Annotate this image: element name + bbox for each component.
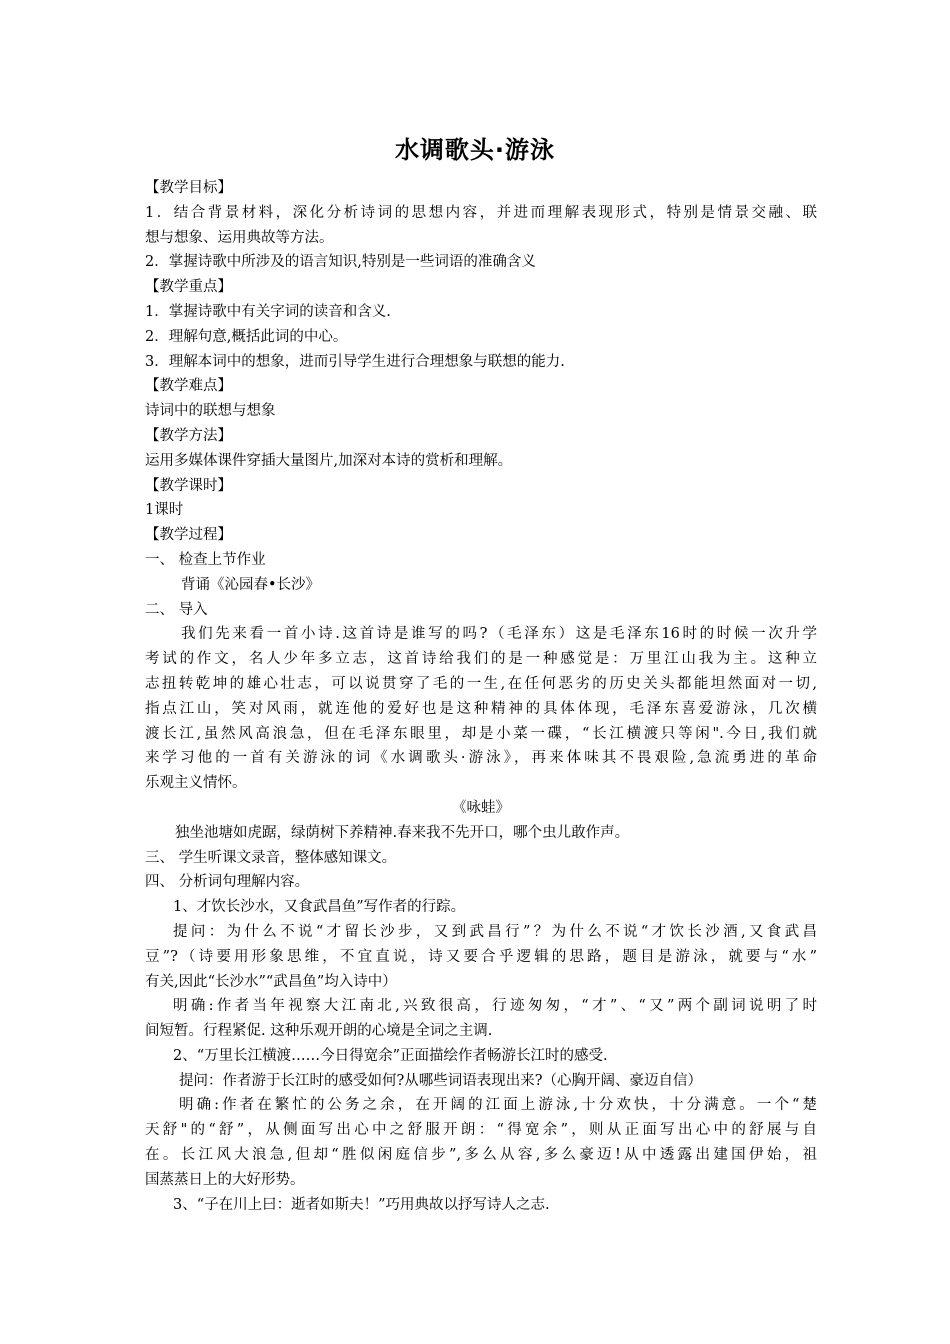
paragraph-line: 运用多媒体课件穿插大量图片,加深对本诗的赏析和理解。 (145, 452, 513, 469)
paragraph-line: 来学习他的一首有关游泳的词《水调歌头·游泳》，再来体味其不畏艰险,急流勇进的革命 (145, 750, 817, 767)
paragraph-line: 明确:作者在繁忙的公务之余，在开阔的江面上游泳,十分欢快，十分满意。一个“楚 (179, 1097, 817, 1114)
step-heading: 二、 导入 (145, 601, 208, 618)
paragraph-line: 我们先来看一首小诗.这首诗是谁写的吗?（毛泽东）这是毛泽东16时的时候一次升学 (181, 626, 817, 643)
paragraph-line: 2、“万里长江横渡……今日得宽余”正面描绘作者畅游长江时的感受. (173, 1047, 608, 1064)
paragraph-line: 间短暂。行程紧促. 这种乐观开朗的心境是全词之主调. (145, 1023, 493, 1040)
paragraph-line: 有关,因此“长沙水”“武昌鱼”均入诗中） (145, 973, 397, 990)
paragraph-line: 明确:作者当年视察大江南北,兴致很高，行迹匆匆，“才”、“又”两个副词说明了时 (173, 998, 817, 1015)
paragraph-line: 1．结合背景材料，深化分析诗词的思想内容，并进而理解表现形式，特别是情景交融、联 (145, 204, 817, 221)
paragraph-line: 2．理解句意,概括此词的中心。 (145, 328, 348, 345)
paragraph-line: 国蒸蒸日上的大好形势。 (145, 1171, 305, 1188)
paragraph-line: 指点江山，笑对风雨，就连他的爱好也是这种精神的具体体现，毛泽东喜爱游泳，几次横 (145, 700, 817, 717)
paragraph-line: 1课时 (145, 502, 184, 519)
step-heading: 四、 分析词句理解内容。 (145, 874, 310, 891)
section-heading-methods: 【教学方法】 (145, 427, 232, 444)
paragraph-line: 志扭转乾坤的雄心壮志，可以说贯穿了毛的一生,在任何恶劣的历史关头都能坦然面对一切, (145, 675, 817, 692)
paragraph-line: 1、才饮长沙水，又食武昌鱼”写作者的行踪。 (173, 899, 466, 916)
paragraph-line: 天舒"的“舒”，从侧面写出心中之舒服开朗：“得宽余”，则从正面写出心中的舒展与自 (145, 1122, 817, 1139)
poem-title: 《咏蛙》 (452, 799, 510, 816)
paragraph-line: 想与想象、运用典故等方法。 (145, 229, 334, 246)
section-heading-difficulties: 【教学难点】 (145, 378, 232, 395)
paragraph-line: 3、“子在川上曰：逝者如斯夫！”巧用典故以抒写诗人之志. (173, 1196, 550, 1213)
section-heading-hours: 【教学课时】 (145, 477, 232, 494)
paragraph-line: 考试的作文，名人少年多立志，这首诗给我们的是一种感觉是：万里江山我为主。这种立 (145, 651, 817, 668)
paragraph-line: 乐观主义情怀。 (145, 775, 247, 792)
document-body (145, 176, 817, 1217)
paragraph-line: 背诵《沁园春•长沙》 (181, 576, 321, 593)
paragraph-line: 诗词中的联想与想象 (145, 403, 276, 420)
paragraph-line: 1．掌握诗歌中有关字词的读音和含义. (145, 303, 391, 320)
section-heading-objectives: 【教学目标】 (145, 180, 232, 196)
paragraph-line: 提问：作者游于长江时的感受如何?从哪些词语表现出来?（心胸开阔、豪迈自信） (179, 1072, 703, 1089)
paragraph-line: 在。长江风大浪急,但却“胜似闲庭信步”,多么从容,多么豪迈!从中透露出建国伊始，祖 (145, 1147, 817, 1164)
document-title: 水调歌头·游泳 (394, 136, 556, 164)
section-heading-key-points: 【教学重点】 (145, 279, 232, 296)
paragraph-line: 3．理解本词中的想象，进而引导学生进行合理想象与联想的能力. (145, 353, 565, 370)
section-heading-process: 【教学过程】 (145, 527, 232, 544)
step-heading: 三、 学生听课文录音，整体感知课文。 (145, 849, 397, 866)
paragraph-line: 豆”?（诗要用形象思维，不宜直说，诗又要合乎逻辑的思路，题目是游泳，就要与“水” (145, 948, 817, 965)
poem-text: 独坐池塘如虎踞，绿荫树下养精神.春来我不先开口，哪个虫儿敢作声。 (175, 824, 630, 841)
paragraph-line: 渡长江,虽然风高浪急，但在毛泽东眼里，却是小菜一碟，“长江横渡只等闲".今日,我们就 (145, 725, 817, 742)
paragraph-line: 提问：为什么不说“才留长沙步，又到武昌行”？为什么不说“才饮长沙酒,又食武昌 (173, 923, 817, 940)
paragraph-line: 2．掌握诗歌中所涉及的语言知识,特别是一些词语的准确含义 (145, 254, 536, 271)
step-heading: 一、 检查上节作业 (145, 551, 266, 568)
